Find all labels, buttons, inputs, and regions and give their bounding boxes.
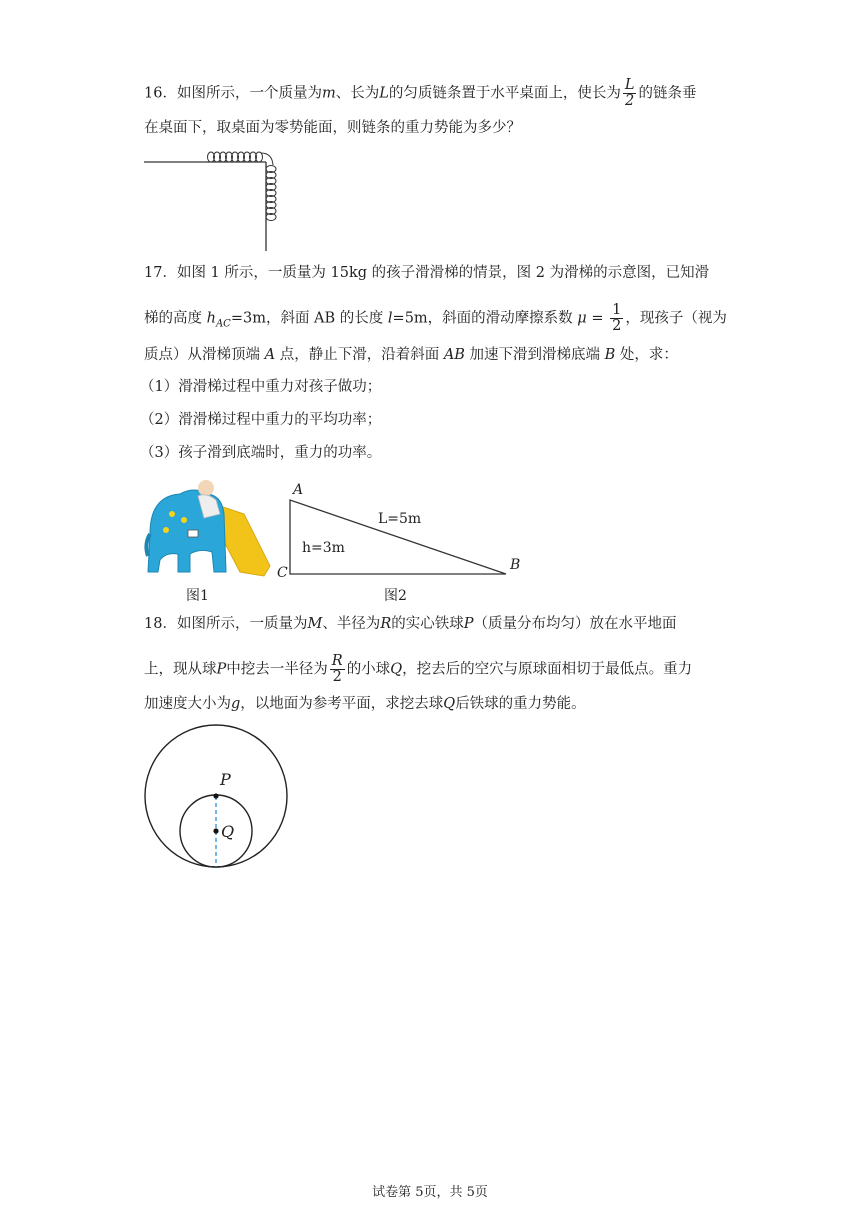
point-C-label: C	[277, 565, 288, 581]
q17-sub-3: （3）孩子滑到底端时，重力的功率。	[140, 445, 382, 461]
var-P: P	[463, 616, 474, 632]
q18-text: ，挖去后的空穴与原球面相切于最低点。重力	[402, 661, 693, 678]
q17-sub-2: （2）滑滑梯过程中重力的平均功率；	[140, 412, 382, 428]
var-Q: Q	[390, 661, 403, 678]
q18-text: ，以地面为参考平面，求挖去球	[240, 696, 444, 712]
q17-text: 加速下滑到滑梯底端	[464, 347, 605, 363]
subscript-AC: AC	[215, 318, 231, 330]
var-mu: μ	[577, 310, 587, 327]
fig2-caption: 图2	[384, 588, 407, 604]
q18-text: 上，现从球	[144, 661, 217, 678]
var-AB: AB	[443, 347, 465, 363]
var-R: R	[380, 616, 392, 632]
q17-text: ，现孩子（视为	[625, 310, 727, 327]
var-A: A	[264, 347, 276, 363]
height-label: h=3m	[302, 540, 345, 556]
var-h: h	[206, 310, 216, 327]
var-M: M	[307, 616, 323, 632]
q18-text: 的小球	[346, 661, 391, 678]
var-Q: Q	[443, 696, 456, 712]
decor-dot	[181, 517, 187, 523]
var-m: m	[321, 85, 336, 102]
q18-text: 中挖去一半径为	[226, 661, 328, 678]
fraction-R-over-2	[330, 654, 345, 685]
decor-dot	[169, 511, 175, 517]
label-P: P	[220, 770, 231, 789]
length-label: L=5m	[378, 511, 422, 527]
label-Q: Q	[221, 822, 235, 841]
var-l: l	[387, 310, 393, 327]
q17-text: 梯的高度	[144, 310, 207, 327]
var-g: g	[231, 696, 241, 712]
q17-sub-1: （1）滑滑梯过程中重力对孩子做功；	[140, 379, 382, 395]
q17-text: =5m，斜面的滑动摩擦系数	[392, 310, 578, 327]
frac-denominator: 2	[625, 93, 635, 109]
slide-triangle-diagram	[270, 478, 530, 580]
q16-text: 的匀质链条置于水平桌面上，使长为	[388, 85, 621, 102]
q18-text: 加速度大小为	[144, 696, 231, 712]
fraction-1-over-2	[610, 303, 623, 334]
q16-line-2: 在桌面下，取桌面为零势能面，则链条的重力势能为多少？	[144, 120, 521, 136]
fig1-caption: 图1	[186, 588, 209, 604]
frac-denominator: 2	[612, 318, 622, 334]
q18-line-1	[144, 614, 677, 634]
q16-text: 、长为	[335, 85, 380, 102]
equals-sign: =	[586, 310, 609, 327]
q16-text: 的链条垂	[638, 85, 697, 102]
q18-text: 的实心铁球	[391, 616, 464, 632]
q17-line-2	[144, 303, 727, 334]
q17-text: 处，求：	[615, 347, 678, 363]
q16-line-1	[144, 78, 696, 109]
q18-line-2	[144, 654, 692, 685]
slide-photo-figure	[144, 474, 272, 580]
q18-text: 、半径为	[322, 616, 381, 632]
q17-text: 点，静止下滑，沿着斜面	[275, 347, 444, 363]
point-P-dot	[213, 793, 218, 798]
q18-text: （质量分布均匀）放在水平地面	[473, 616, 677, 632]
chain-horizontal	[208, 152, 274, 165]
decor-panel	[188, 530, 198, 537]
frac-numerator: L	[624, 77, 635, 93]
fraction-L-over-2	[623, 78, 637, 109]
q18-line-3	[144, 694, 586, 714]
var-L: L	[379, 85, 389, 102]
q17-text: 质点）从滑梯顶端	[144, 347, 265, 363]
q18-text: 18．如图所示，一质量为	[144, 616, 308, 632]
frac-numerator: 1	[612, 302, 622, 318]
frac-numerator: R	[331, 653, 343, 669]
q16-text: 16．如图所示，一个质量为	[144, 85, 322, 102]
q17-line-3	[144, 345, 678, 365]
page-footer: 试卷第 5页，共 5页	[372, 1185, 488, 1200]
var-B: B	[604, 347, 616, 363]
frac-denominator: 2	[332, 669, 342, 685]
chain-vertical	[266, 166, 276, 221]
point-Q-dot	[213, 828, 218, 833]
var-P: P	[216, 661, 227, 678]
chain-table-figure	[140, 145, 290, 255]
q17-text: =3m，斜面 AB 的长度	[230, 310, 388, 327]
q17-line-1: 17．如图 1 所示，一质量为 15kg 的孩子滑滑梯的情景，图 2 为滑梯的示意图，已知滑	[144, 265, 710, 281]
sphere-figure	[140, 722, 300, 872]
point-B-label: B	[510, 557, 521, 573]
child-head	[198, 480, 214, 496]
point-A-label: A	[293, 482, 304, 498]
decor-dot	[163, 527, 169, 533]
q18-text: 后铁球的重力势能。	[455, 696, 586, 712]
